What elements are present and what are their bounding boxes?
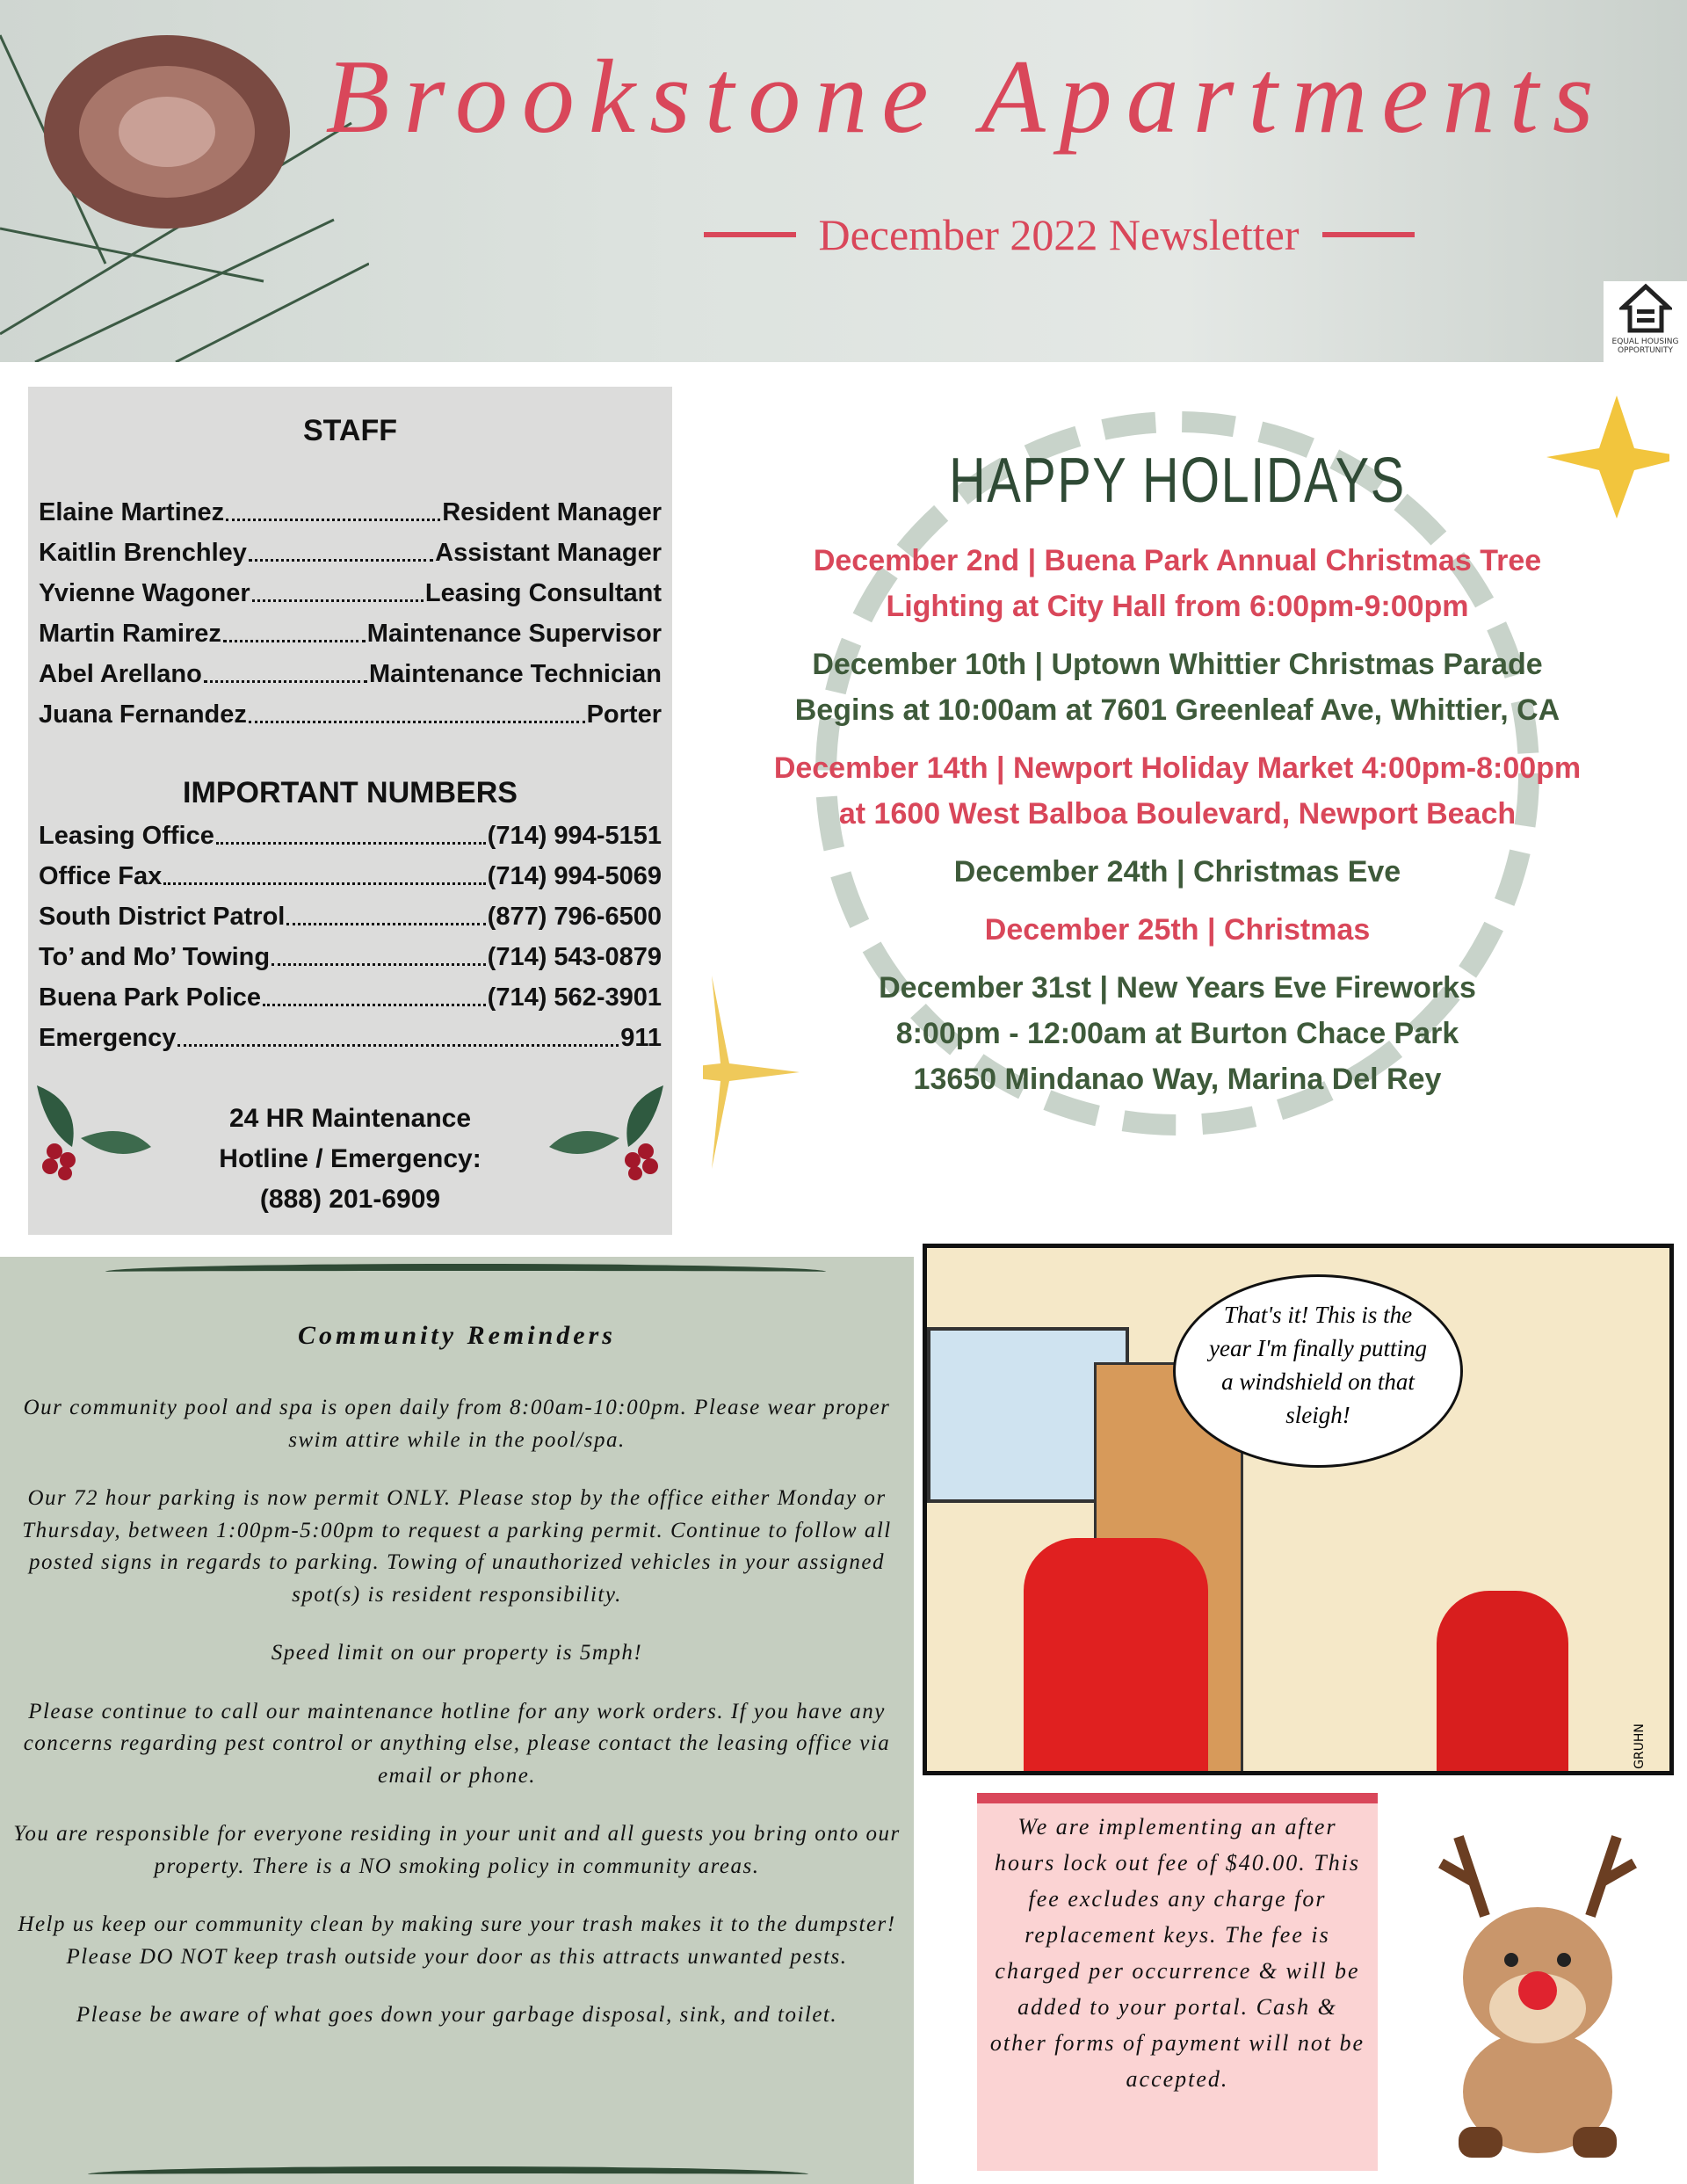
- staff-row: [39, 654, 662, 694]
- staff-name: Kaitlin Brenchley: [39, 539, 247, 567]
- event-item: [677, 538, 1678, 629]
- staff-row: [39, 533, 662, 573]
- newsletter-title: Brookstone Apartments: [325, 38, 1608, 155]
- dot-leader: [226, 492, 440, 521]
- reindeer-illustration: [1406, 1810, 1669, 2162]
- reminders-heading: Community Reminders: [298, 1321, 616, 1350]
- lockout-fee-notice: We are implementing an after hours lock out fee of $40.00. This fee excludes any charge for replacement keys. The fee is charged per occurrence & will be added to your portal. Cash & other forms of payment will not be accepted.: [977, 1793, 1378, 2171]
- dot-leader: [263, 977, 486, 1006]
- happy-holidays-heading: HAPPY HOLIDAYS: [949, 446, 1406, 516]
- number-row: [39, 977, 662, 1018]
- dot-leader: [216, 816, 486, 845]
- number-value: (714) 994-5069: [487, 862, 662, 890]
- number-label: South District Patrol: [39, 903, 286, 931]
- dot-leader: [177, 1018, 619, 1047]
- dot-leader: [272, 937, 486, 966]
- dot-leader: [223, 613, 366, 642]
- number-value: (877) 796-6500: [487, 903, 662, 931]
- staff-name: Juana Fernandez: [39, 700, 247, 729]
- staff-role: Resident Manager: [442, 498, 662, 526]
- hotline-line2: Hotline / Emergency:: [219, 1144, 481, 1173]
- mrs-claus-figure: [1437, 1591, 1568, 1775]
- number-value: 911: [620, 1024, 662, 1052]
- number-row: [39, 896, 662, 937]
- staff-row: [39, 492, 662, 533]
- number-label: To’ and Mo’ Towing: [39, 943, 271, 971]
- event-item: [677, 642, 1678, 733]
- staff-panel: [28, 387, 672, 1235]
- staff-role: Leasing Consultant: [424, 579, 662, 607]
- number-label: Leasing Office: [39, 822, 214, 850]
- number-value: (714) 562-3901: [487, 983, 662, 1012]
- staff-row: [39, 613, 662, 654]
- event-line: 8:00pm - 12:00am at Burton Chace Park: [895, 1017, 1459, 1050]
- staff-role: Maintenance Technician: [368, 660, 662, 688]
- reminder-paragraph: Our 72 hour parking is now permit ONLY. Please stop by the office either Monday or Thursday, between 1:00pm-5:00pm to request a parking permit. Continue to follow all posted signs in regards to parking. Towing of unauthorized vehicles in your assigned spot(s) is resident responsibility.: [22, 1486, 892, 1607]
- event-line: December 25th | Christmas: [984, 913, 1371, 947]
- number-value: (714) 994-5151: [487, 822, 662, 850]
- event-line: at 1600 West Balboa Boulevard, Newport Beach: [838, 797, 1517, 831]
- number-row: [39, 1018, 662, 1058]
- number-row: [39, 856, 662, 896]
- santa-figure: [1024, 1538, 1208, 1775]
- staff-name: Elaine Martinez: [39, 498, 225, 526]
- reminder-paragraph: Please continue to call our maintenance hotline for any work orders. If you have any concerns regarding pest control or anything else, please contact the leasing office via email or phone.: [23, 1699, 891, 1788]
- vine-decoration: [105, 1264, 826, 1280]
- holly-icon: [540, 1077, 672, 1182]
- holly-icon: [28, 1077, 160, 1182]
- eho-label: EQUAL HOUSING OPPORTUNITY: [1611, 337, 1679, 355]
- number-value: (714) 543-0879: [487, 943, 662, 971]
- number-label: Emergency: [39, 1024, 177, 1052]
- reminder-paragraph: Speed limit on our property is 5mph!: [271, 1641, 643, 1665]
- staff-name: Martin Ramirez: [39, 620, 221, 648]
- reminder-paragraph: Please be aware of what goes down your garbage disposal, sink, and toilet.: [76, 2003, 838, 2027]
- dot-leader: [286, 896, 485, 925]
- staff-name: Abel Arellano: [39, 660, 202, 688]
- equal-housing-logo: [1604, 281, 1687, 362]
- house-icon: [1619, 281, 1672, 334]
- number-row: [39, 816, 662, 856]
- divider: [1322, 232, 1415, 237]
- events-list: [677, 538, 1678, 1114]
- santa-comic: [923, 1244, 1674, 1775]
- event-line: December 14th | Newport Holiday Market 4:00pm-8:00pm: [773, 751, 1582, 785]
- staff-row: [39, 694, 662, 735]
- comic-signature: GRUHN: [1633, 1723, 1647, 1769]
- dot-leader: [204, 654, 367, 683]
- number-label: Buena Park Police: [39, 983, 262, 1012]
- event-line: December 2nd | Buena Park Annual Christmas Tree: [813, 544, 1542, 577]
- staff-role: Assistant Manager: [435, 539, 662, 567]
- hotline-number: (888) 201-6909: [259, 1185, 441, 1214]
- reminder-paragraph: Help us keep our community clean by making sure your trash makes it to the dumpster! Please DO NOT keep trash outside your door as this attracts unwanted pests.: [18, 1912, 896, 1969]
- event-item: [677, 965, 1678, 1102]
- numbers-heading: IMPORTANT NUMBERS: [183, 776, 518, 809]
- event-line: 13650 Mindanao Way, Marina Del Rey: [913, 1063, 1442, 1096]
- hotline-line1: 24 HR Maintenance: [228, 1104, 472, 1133]
- staff-heading: STAFF: [302, 414, 397, 447]
- newsletter-header: [0, 0, 1687, 362]
- reminder-paragraph: You are responsible for everyone residing in your unit and all guests you bring onto our property. There is a NO smoking policy in community areas.: [13, 1822, 901, 1878]
- event-line: December 10th | Uptown Whittier Christmas Parade: [812, 648, 1543, 681]
- newsletter-subtitle: [685, 209, 1432, 260]
- subtitle-text: December 2022 Newsletter: [818, 210, 1300, 259]
- dot-leader: [249, 533, 433, 562]
- number-label: Office Fax: [39, 862, 163, 890]
- event-line: December 24th | Christmas Eve: [953, 855, 1401, 889]
- staff-row: [39, 573, 662, 613]
- event-item: [677, 849, 1678, 895]
- dot-leader: [163, 856, 485, 885]
- event-line: December 31st | New Years Eve Fireworks: [879, 971, 1476, 1005]
- community-reminders-panel: [0, 1257, 914, 2184]
- reminder-paragraph: Our community pool and spa is open daily from 8:00am-10:00pm. Please wear proper swim attire while in the pool/spa.: [23, 1396, 891, 1452]
- staff-name: Yvienne Wagoner: [39, 579, 250, 607]
- star-icon: [1546, 395, 1669, 519]
- number-row: [39, 937, 662, 977]
- staff-role: Maintenance Supervisor: [366, 620, 662, 648]
- vine-decoration: [88, 2166, 808, 2182]
- event-item: [677, 907, 1678, 953]
- divider: [704, 232, 796, 237]
- event-line: Begins at 10:00am at 7601 Greenleaf Ave, Whittier, CA: [794, 693, 1560, 727]
- staff-role: Porter: [586, 700, 662, 729]
- speech-bubble: That's it! This is the year I'm finally putting a windshield on that sleigh!: [1173, 1274, 1463, 1468]
- dot-leader: [249, 694, 585, 723]
- event-item: [677, 745, 1678, 837]
- event-line: Lighting at City Hall from 6:00pm-9:00pm: [886, 590, 1469, 623]
- dot-leader: [252, 573, 424, 602]
